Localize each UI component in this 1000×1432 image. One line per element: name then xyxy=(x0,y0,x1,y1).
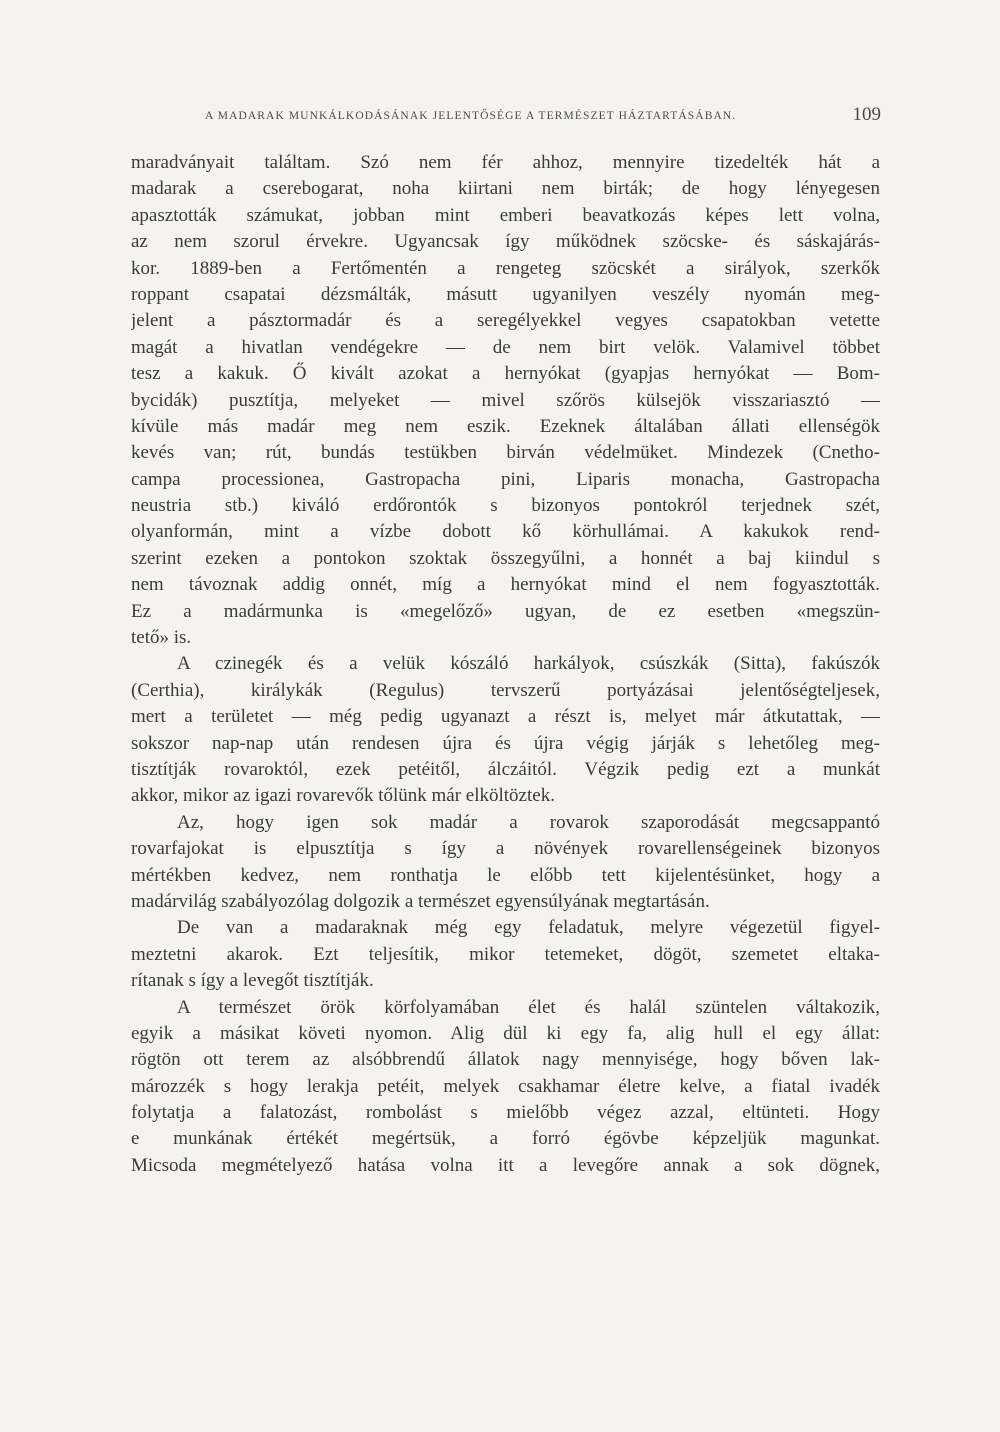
text-line: Az, hogy igen sok madár a rovarok szaporodását megcsappantó xyxy=(177,811,880,833)
text-line: rovarfajokat is elpusztítja s így a növények rovarellenségeinek bizonyos xyxy=(131,838,880,860)
text-line: tesz a kakuk. Ő kivált azokat a hernyókat (gyapjas hernyókat — Bom- xyxy=(131,363,880,385)
text-line: szerint ezeken a pontokon szoktak összegyűlni, a honnét a baj kiindul s xyxy=(131,547,880,569)
text-line: kor. 1889-ben a Fertőmentén a rengeteg szöcskét a sirályok, szerkők xyxy=(131,257,880,279)
text-line: akkor, mikor az igazi rovarevők tőlünk már elköltöztek. xyxy=(131,785,555,807)
text-line: A czinegék és a velük kószáló harkályok, csúszkák (Sitta), fakúszók xyxy=(177,653,880,675)
text-line: jelent a pásztormadár és a seregélyekkel vegyes csapatokban vetette xyxy=(131,310,880,332)
text-line: rögtön ott terem az alsóbbrendű állatok nagy mennyisége, hogy bőven lak- xyxy=(131,1049,880,1071)
text-line: campa processionea, Gastropacha pini, Liparis monacha, Gastropacha xyxy=(131,468,880,490)
text-line: madarak a cserebogarat, noha kiirtani nem birták; de hogy lényegesen xyxy=(131,178,880,200)
running-title: A MADARAK MUNKÁLKODÁSÁNAK JELENTŐSÉGE A TERMÉSZET HÁZTARTÁSÁBAN. xyxy=(205,110,737,122)
body-text xyxy=(131,150,880,1179)
text-line: magát a hivatlan vendégekre — de nem birt velök. Valamivel többet xyxy=(131,336,880,358)
text-line: roppant csapatai dézsmálták, másutt ugyanilyen veszély nyomán meg- xyxy=(131,283,880,305)
text-line: sokszor nap-nap után rendesen újra és újra végig járják s lehetőleg meg- xyxy=(131,732,880,754)
text-line: apasztották számukat, jobban mint emberi beavatkozás képes lett volna, xyxy=(131,204,880,226)
paragraph xyxy=(131,651,880,809)
paragraph xyxy=(131,810,880,916)
text-line: rítanak s így a levegőt tisztítják. xyxy=(131,970,374,992)
paragraph xyxy=(131,995,880,1180)
text-line: e munkának értékét megértsük, a forró égövbe képzeljük magunkat. xyxy=(131,1128,880,1150)
text-line: Micsoda megmételyező hatása volna itt a levegőre annak a sok dögnek, xyxy=(131,1154,880,1176)
text-line: mértékben kedvez, nem ronthatja le előbb tett kijelentésünket, hogy a xyxy=(131,864,880,886)
text-line: meztetni akarok. Ezt teljesítik, mikor tetemeket, dögöt, szemetet eltaka- xyxy=(131,943,880,965)
text-line: (Certhia), királykák (Regulus) tervszerű portyázásai jelentőségteljesek, xyxy=(131,679,880,701)
text-line: De van a madaraknak még egy feladatuk, melyre végezetül figyel- xyxy=(177,917,880,939)
text-line: tisztítják rovaroktól, ezek petéitől, álczáitól. Végzik pedig ezt a munkát xyxy=(131,758,880,780)
text-line: egyik a másikat követi nyomon. Alig dül ki egy fa, alig hull el egy állat: xyxy=(131,1022,880,1044)
text-line: az nem szorul érvekre. Ugyancsak így működnek szöcske- és sáskajárás- xyxy=(131,231,880,253)
page-number: 109 xyxy=(852,104,881,125)
text-line: bycidák) pusztítja, melyeket — mivel szőrös külsejök visszariasztó — xyxy=(131,389,880,411)
text-line: nem távoznak addig onnét, míg a hernyókat mind el nem fogyasztották. xyxy=(131,574,880,596)
text-line: A természet örök körfolyamában élet és halál szüntelen váltakozik, xyxy=(177,996,880,1018)
text-line: Ez a madármunka is «megelőző» ugyan, de ez esetben «megszün- xyxy=(131,600,880,622)
text-line: neustria stb.) kiváló erdőrontók s bizonyos pontokról terjednek szét, xyxy=(131,495,880,517)
text-line: kívüle más madár meg nem eszik. Ezeknek általában állati ellenségök xyxy=(131,415,880,437)
paragraph xyxy=(131,150,880,651)
text-line: kevés van; rút, bundás testükben birván védelmüket. Mindezek (Cnetho- xyxy=(131,442,880,464)
text-line: maradványait találtam. Szó nem fér ahhoz, mennyire tizedelték hát a xyxy=(131,152,880,173)
paragraph xyxy=(131,915,880,994)
text-line: folytatja a falatozást, rombolást s mielőbb végez azzal, eltünteti. Hogy xyxy=(131,1102,880,1124)
text-line: mározzék s hogy lerakja petéit, melyek csakhamar életre kelve, a fiatal ivadék xyxy=(131,1075,880,1097)
running-header xyxy=(131,104,881,128)
text-line: madárvilág szabályozólag dolgozik a természet egyensúlyának megtartásán. xyxy=(131,890,710,912)
text-line: tető» is. xyxy=(131,627,192,649)
text-line: mert a területet — még pedig ugyanazt a részt is, melyet már átkutattak, — xyxy=(131,706,880,728)
text-line: olyanformán, mint a vízbe dobott kő körhullámai. A kakukok rend- xyxy=(131,521,880,543)
